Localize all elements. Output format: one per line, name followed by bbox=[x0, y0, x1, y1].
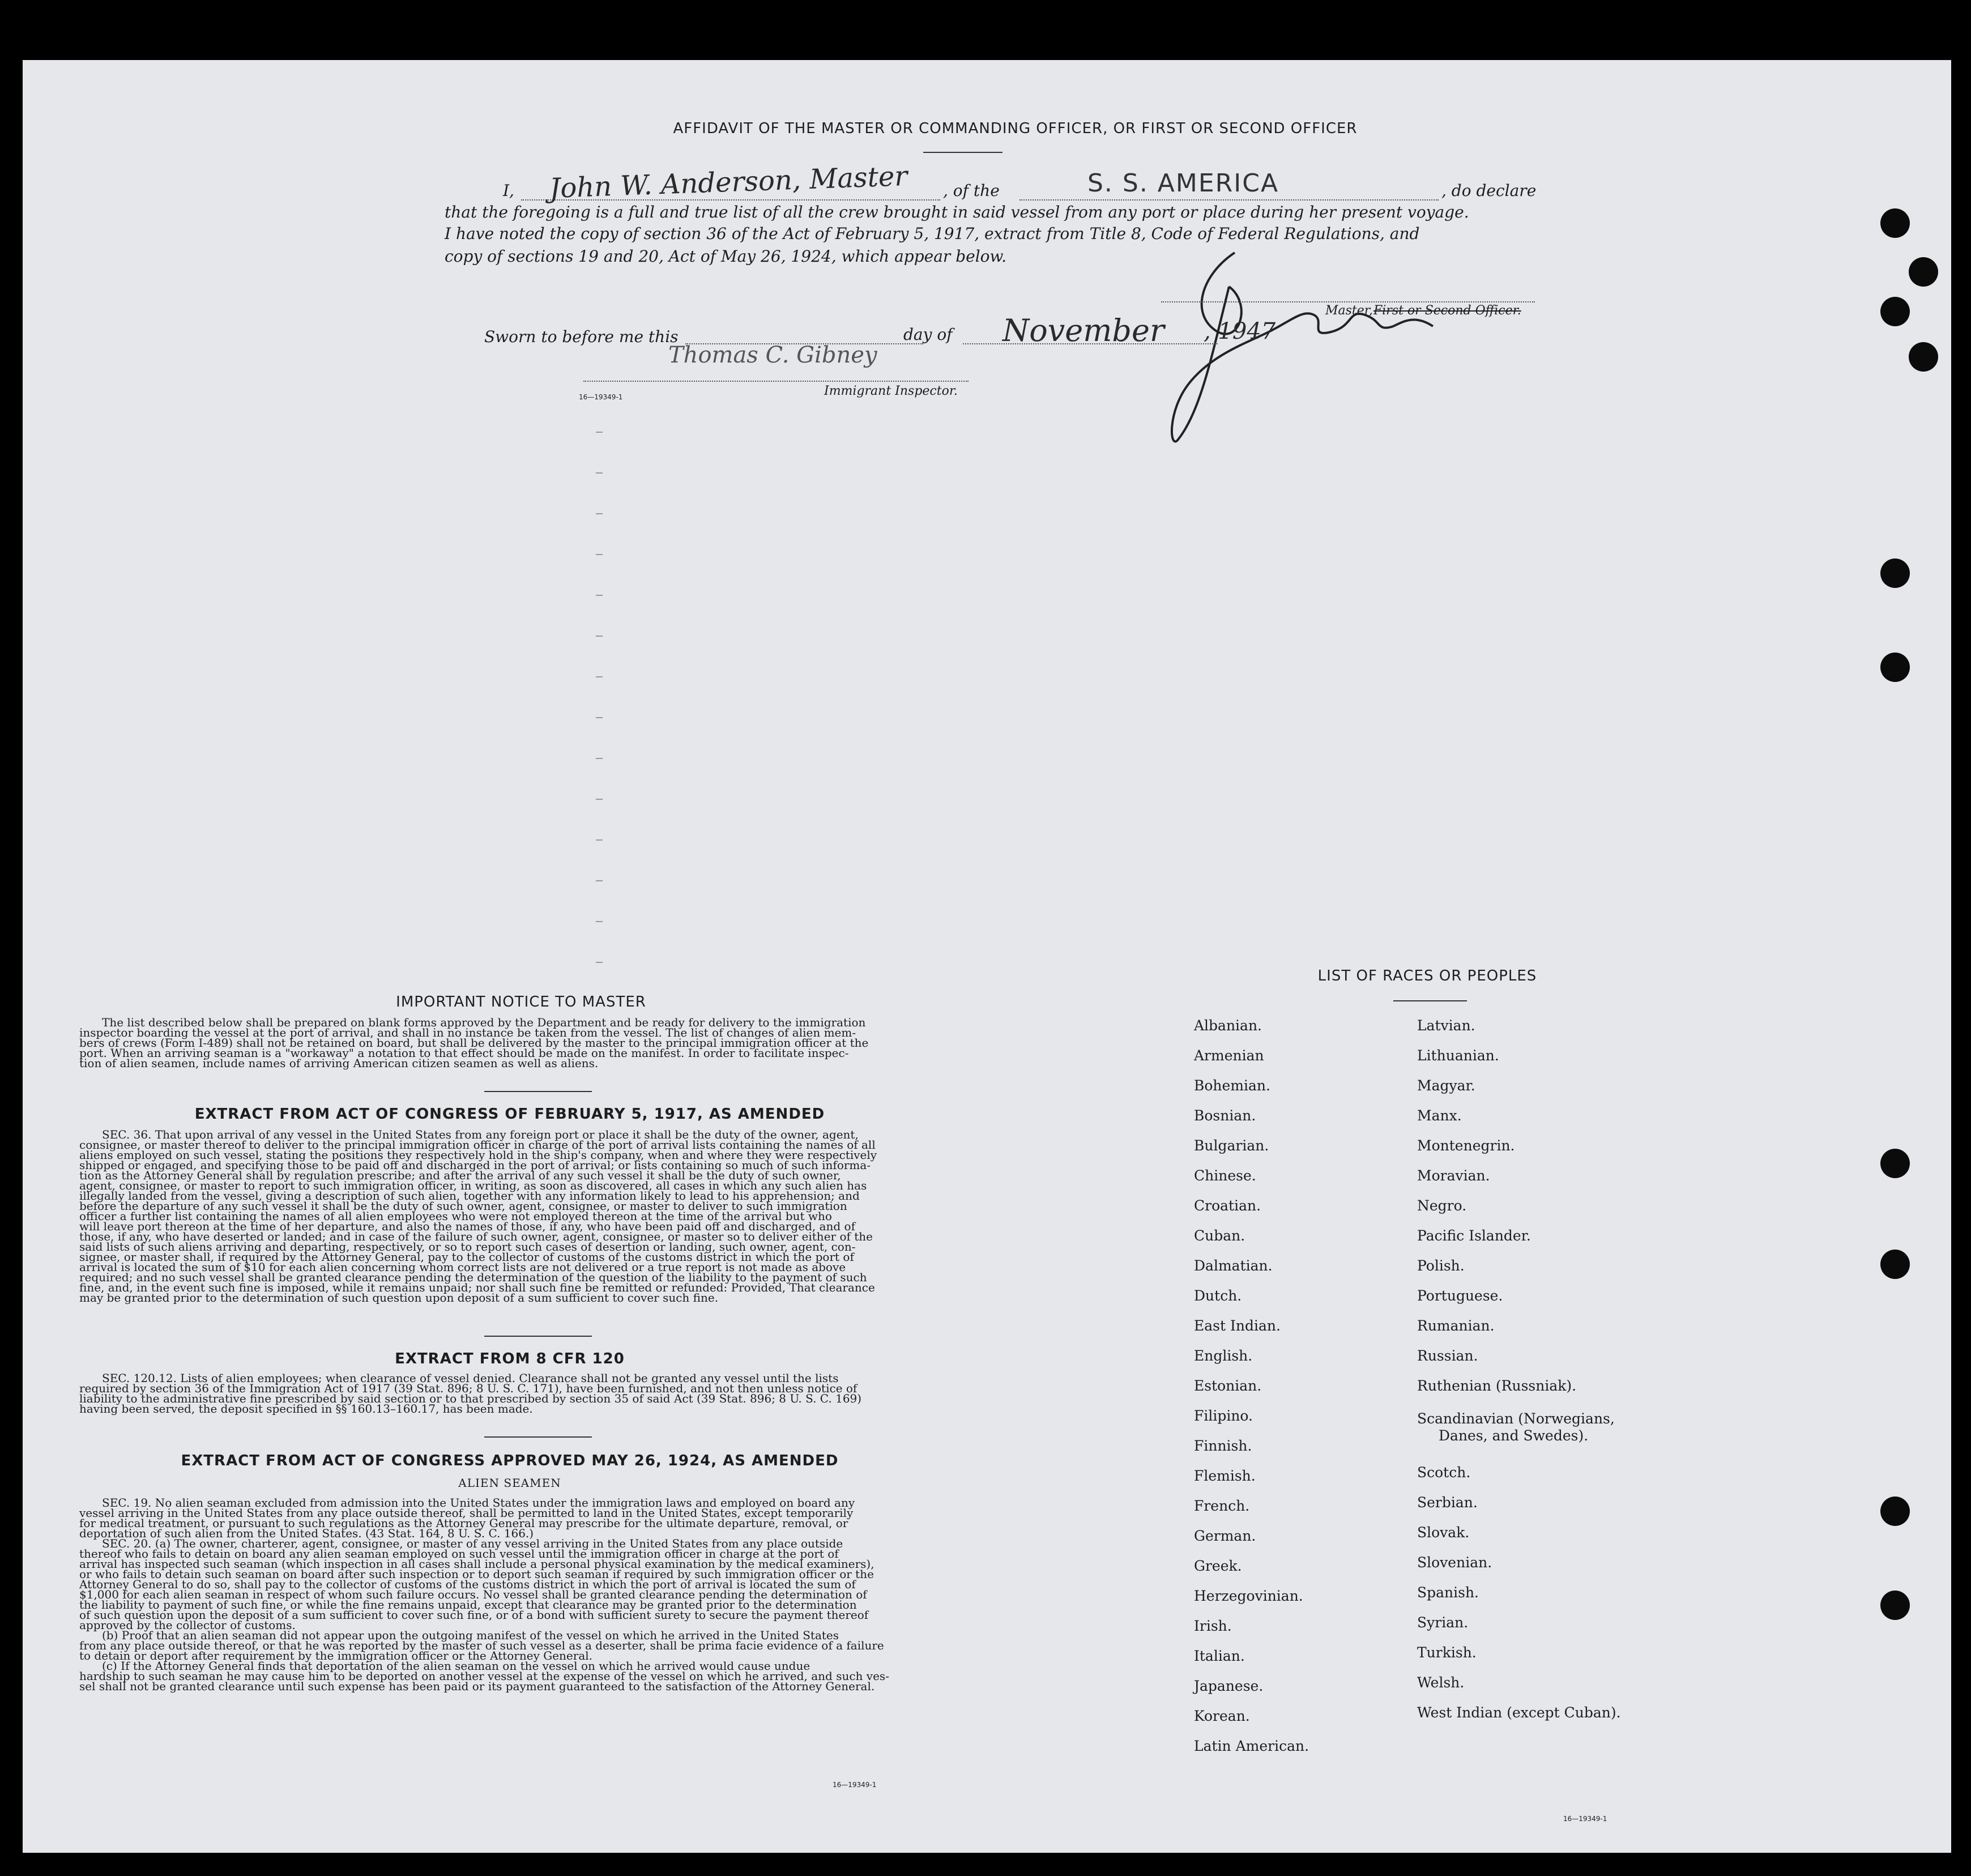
race-item: Rumanian. bbox=[1417, 1318, 1495, 1334]
race-item: French. bbox=[1194, 1498, 1250, 1514]
race-item: Scotch. bbox=[1417, 1464, 1471, 1481]
text-line: arrival is located the sum of $10 for each alien concerning whom correct lists are not delivered or a true report is not made as above bbox=[79, 1260, 846, 1274]
text-line: of such question upon the deposit of a sum sufficient to cover such fine, or of a bond with sufficient surety to secure the payment thereof bbox=[79, 1608, 869, 1622]
race-item: Finnish. bbox=[1194, 1438, 1252, 1454]
race-item: Turkish. bbox=[1417, 1644, 1477, 1661]
race-item: Slovenian. bbox=[1417, 1554, 1492, 1571]
race-item: Danes, and Swedes). bbox=[1439, 1427, 1589, 1444]
text-line: liability to the administrative fine prescribed by said section or to that prescribed by section 35 of said Act (39 Stat. 896; 8 U. S. C. 169) bbox=[79, 1392, 862, 1405]
master-name-handwritten: John W. Anderson, Master bbox=[549, 160, 908, 205]
race-item: Korean. bbox=[1194, 1708, 1250, 1724]
affidavit-line1-prefix: I, bbox=[503, 181, 514, 200]
alien-seamen-subtitle: ALIEN SEAMEN bbox=[458, 1476, 561, 1490]
binder-hole bbox=[1880, 297, 1910, 326]
text-line: having been served, the deposit specified in §§ 160.13–160.17, has been made. bbox=[79, 1402, 533, 1415]
race-item: Latvian. bbox=[1417, 1017, 1475, 1034]
sworn-label: Sworn to before me this bbox=[484, 327, 679, 346]
text-line: SEC. 19. No alien seaman excluded from admission into the United States under the immigration laws and employed on board any bbox=[102, 1496, 855, 1510]
sworn-month: November bbox=[1002, 313, 1164, 348]
extract-1917-title: EXTRACT FROM ACT OF CONGRESS OF FEBRUARY 5, 1917, AS AMENDED bbox=[194, 1106, 825, 1123]
text-line: vessel arriving in the United States from any place outside thereof, shall be permitted to land in the United States, except temporarily bbox=[79, 1506, 854, 1520]
inspector-signature: Thomas C. Gibney bbox=[668, 342, 877, 368]
text-line: tion as the Attorney General shall by regulation prescribe; and after the arrival of any such vessel it shall be the duty of such owner, bbox=[79, 1169, 841, 1182]
binder-hole bbox=[1909, 342, 1938, 372]
master-signature bbox=[1167, 241, 1473, 457]
race-item: Serbian. bbox=[1417, 1494, 1478, 1511]
sworn-year: , 1947 bbox=[1204, 318, 1276, 344]
text-line: those, if any, who have deserted or landed; and in case of the failure of such owner, agent, consignee, or master so to deliver either of the bbox=[79, 1230, 873, 1243]
text-line: arrival has inspected such seaman (which inspection in all cases shall include a personal physical examination by the medical examiners), bbox=[79, 1557, 874, 1571]
race-item: Armenian bbox=[1194, 1047, 1264, 1064]
text-line: SEC. 20. (a) The owner, charterer, agent, consignee, or master of any vessel arriving in the United States from any place outside bbox=[102, 1537, 843, 1550]
race-item: Russian. bbox=[1417, 1348, 1478, 1364]
binder-hole bbox=[1880, 1591, 1910, 1620]
race-item: German. bbox=[1194, 1528, 1256, 1544]
affidavit-form-number: 16—19349-1 bbox=[579, 393, 623, 401]
text-line: officer a further list containing the names of all alien employees who were not employed thereon at the time of the arrival but who bbox=[79, 1209, 832, 1223]
race-item: Slovak. bbox=[1417, 1524, 1470, 1541]
affidavit-line4: copy of sections 19 and 20, Act of May 26, 1924, which appear below. bbox=[445, 247, 1007, 266]
do-declare-label: , do declare bbox=[1441, 181, 1537, 200]
text-line: the liability to payment of such fine, or while the fine remains unpaid, except that clearance may be granted prior to the determination bbox=[79, 1598, 857, 1611]
extract-cfr-body bbox=[79, 1373, 940, 1414]
extract-cfr-title: EXTRACT FROM 8 CFR 120 bbox=[395, 1350, 625, 1367]
vessel-name: S. S. AMERICA bbox=[1087, 169, 1279, 198]
race-item: Albanian. bbox=[1194, 1017, 1262, 1034]
race-item: Croatian. bbox=[1194, 1197, 1261, 1214]
affidavit-line3: I have noted the copy of section 36 of the Act of February 5, 1917, extract from Title 8, Code of Federal Regulations, and bbox=[445, 224, 1420, 243]
text-line: approved by the collector of customs. bbox=[79, 1618, 296, 1632]
race-item: Dalmatian. bbox=[1194, 1257, 1273, 1274]
race-item: Magyar. bbox=[1417, 1077, 1475, 1094]
text-line: fine, and, in the event such fine is imposed, while it remains unpaid; nor shall such fine be remitted or refunded: Provided, That clearance bbox=[79, 1281, 875, 1294]
text-line: for medical treatment, or pursuant to such regulations as the Attorney General may prescribe for the ultimate departure, removal, or bbox=[79, 1516, 848, 1530]
race-item: East Indian. bbox=[1194, 1318, 1281, 1334]
affidavit-title: AFFIDAVIT OF THE MASTER OR COMMANDING OFFICER, OR FIRST OR SECOND OFFICER bbox=[673, 120, 1358, 137]
text-line: shipped or engaged, and specifying those to be paid off and discharged in the port of arrival; or lists containing so much of such informa- bbox=[79, 1158, 871, 1172]
race-item: Irish. bbox=[1194, 1618, 1232, 1634]
inspector-title: Immigrant Inspector. bbox=[824, 384, 958, 398]
races-title: LIST OF RACES OR PEOPLES bbox=[1317, 967, 1537, 984]
race-item: Portuguese. bbox=[1417, 1287, 1503, 1304]
race-item: Flemish. bbox=[1194, 1468, 1256, 1484]
notice-line: The list described below shall be prepared on blank forms approved by the Department and be ready for delivery to the immigration bbox=[102, 1016, 866, 1029]
text-line: hardship to such seaman he may cause him to be deported on another vessel at the expense of the vessel on which he arrived, and such ves- bbox=[79, 1669, 889, 1683]
text-line: SEC. 36. That upon arrival of any vessel in the United States from any foreign port or place it shall be the duty of the owner, agent, bbox=[102, 1128, 859, 1141]
of-the-label: , of the bbox=[943, 181, 1000, 200]
race-item: Manx. bbox=[1417, 1107, 1462, 1124]
binder-hole bbox=[1880, 1250, 1910, 1279]
notice-body bbox=[79, 1017, 940, 1068]
race-item: Syrian. bbox=[1417, 1614, 1469, 1631]
race-item: Negro. bbox=[1417, 1197, 1467, 1214]
race-item: Scandinavian (Norwegians, bbox=[1417, 1410, 1615, 1427]
document-sheet bbox=[23, 60, 1951, 1853]
race-item: Welsh. bbox=[1417, 1674, 1465, 1691]
text-line: to detain or deport after requirement by the immigration officer or the Attorney General. bbox=[79, 1649, 593, 1662]
text-line: required; and no such vessel shall be granted clearance pending the determination of the question of the liability to the payment of such bbox=[79, 1270, 867, 1284]
notice-line: port. When an arriving seaman is a "workaway" a notation to that effect should be made on the manifest. In order to facilitate inspec- bbox=[79, 1046, 849, 1060]
text-line: may be granted prior to the determination of such question upon deposit of a sum sufficient to cover such fine. bbox=[79, 1291, 719, 1304]
race-item: Bosnian. bbox=[1194, 1107, 1256, 1124]
day-of-label: day of bbox=[903, 325, 953, 344]
text-line: or who fails to detain such seaman on board after such inspection or to deport such seaman if required by such immigration officer or the bbox=[79, 1567, 874, 1581]
race-item: English. bbox=[1194, 1348, 1253, 1364]
race-item: Japanese. bbox=[1194, 1678, 1264, 1694]
text-line: said lists of such aliens arriving and departing, respectively, or so to report such cases of desertion or landing, such owner, agent, con- bbox=[79, 1240, 856, 1253]
signer-title-officer: First or Second Officer. bbox=[1373, 304, 1521, 318]
text-line: (c) If the Attorney General finds that deportation of the alien seaman on the vessel on which he arrived would cause undue bbox=[102, 1659, 810, 1673]
text-line: signee, or master shall, if required by the Attorney General, pay to the collector of customs of the customs district in which the port of bbox=[79, 1250, 854, 1264]
race-item: Polish. bbox=[1417, 1257, 1465, 1274]
text-line: deportation of such alien from the United States. (43 Stat. 164, 8 U. S. C. 166.) bbox=[79, 1527, 534, 1540]
text-line: illegally landed from the vessel, giving a description of such alien, together with any information likely to lead to his apprehension; and bbox=[79, 1189, 860, 1203]
race-item: Ruthenian (Russniak). bbox=[1417, 1378, 1577, 1394]
text-line: required by section 36 of the Immigration Act of 1917 (39 Stat. 896; 8 U. S. C. 171), have been furnished, and not then unless notice of bbox=[79, 1382, 857, 1395]
text-line: before the departure of any such vessel it shall be the duty of such owner, agent, consignee, or master to deliver to such immigration bbox=[79, 1199, 847, 1213]
binder-hole bbox=[1880, 558, 1910, 588]
race-item: Moravian. bbox=[1417, 1167, 1490, 1184]
races-form-number: 16—19349-1 bbox=[1563, 1815, 1607, 1823]
race-item: Herzegovinian. bbox=[1194, 1588, 1303, 1604]
race-item: Latin American. bbox=[1194, 1738, 1309, 1754]
text-line: $1,000 for each alien seaman in respect of whom such failure occurs. No vessel shall be granted clearance pending the determination of bbox=[79, 1588, 867, 1601]
race-item: Cuban. bbox=[1194, 1227, 1245, 1244]
extract-form-number: 16—19349-1 bbox=[833, 1781, 877, 1789]
text-line: thereof who fails to detain on board any alien seaman employed on such vessel until the immigration officer in charge at the port of bbox=[79, 1547, 839, 1561]
race-item: Greek. bbox=[1194, 1558, 1242, 1574]
race-item: Italian. bbox=[1194, 1648, 1245, 1664]
race-item: Filipino. bbox=[1194, 1408, 1253, 1424]
text-line: SEC. 120.12. Lists of alien employees; when clearance of vessel denied. Clearance shall not be granted any vessel until the lists bbox=[102, 1371, 839, 1385]
binder-hole bbox=[1880, 208, 1910, 238]
binder-hole bbox=[1880, 653, 1910, 682]
race-item: Bulgarian. bbox=[1194, 1137, 1269, 1154]
race-item: Chinese. bbox=[1194, 1167, 1256, 1184]
race-item: Bohemian. bbox=[1194, 1077, 1270, 1094]
binder-hole bbox=[1880, 1149, 1910, 1178]
text-line: aliens employed on such vessel, stating the positions they respectively hold in the ship's company, when and where they were respectively bbox=[79, 1148, 877, 1162]
notice-line: tion of alien seamen, include names of arriving American citizen seamen as well as aliens. bbox=[79, 1056, 599, 1070]
binder-hole bbox=[1909, 257, 1938, 287]
text-line: (b) Proof that an alien seaman did not appear upon the outgoing manifest of the vessel on which he arrived in the United States bbox=[102, 1628, 839, 1642]
notice-line: bers of crews (Form I-489) shall not be retained on board, but shall be delivered by the master to the principal immigration officer at the bbox=[79, 1036, 869, 1050]
race-item: Dutch. bbox=[1194, 1287, 1242, 1304]
race-item: Pacific Islander. bbox=[1417, 1227, 1531, 1244]
text-line: sel shall not be granted clearance until such expense has been paid or its payment guaranteed to the satisfaction of the Attorney General. bbox=[79, 1679, 875, 1693]
extract-1924-title: EXTRACT FROM ACT OF CONGRESS APPROVED MAY 26, 1924, AS AMENDED bbox=[181, 1452, 839, 1469]
affidavit-line2: that the foregoing is a full and true list of all the crew brought in said vessel from any port or place during her present voyage. bbox=[445, 203, 1469, 221]
notice-line: inspector boarding the vessel at the port of arrival, and shall in no instance be taken from the vessel. The list of changes of alien mem- bbox=[79, 1026, 856, 1039]
text-line: consignee, or master thereof to deliver to the principal immigration officer in charge of the port of arrival lists containing the names of all bbox=[79, 1138, 876, 1152]
text-line: agent, consignee, or master to report to such immigration officer, in writing, as soon as discovered, all cases in which any such alien has bbox=[79, 1179, 867, 1192]
race-item: Spanish. bbox=[1417, 1584, 1479, 1601]
extract-1924-body bbox=[79, 1498, 940, 1691]
notice-title: IMPORTANT NOTICE TO MASTER bbox=[396, 994, 646, 1011]
text-line: from any place outside thereof, or that he was reported by the master of such vessel as a deserter, shall be prima facie evidence of a failure bbox=[79, 1639, 884, 1652]
text-line: Attorney General to do so, shall pay to the collector of customs of the customs district in which the port of arrival is located the sum of bbox=[79, 1577, 856, 1591]
title-rule bbox=[923, 152, 1002, 153]
race-item: West Indian (except Cuban). bbox=[1417, 1704, 1621, 1721]
signer-title-master: Master, bbox=[1325, 304, 1373, 318]
race-item: Montenegrin. bbox=[1417, 1137, 1515, 1154]
binder-hole bbox=[1880, 1496, 1910, 1526]
extract-1917-body bbox=[79, 1129, 940, 1303]
race-item: Lithuanian. bbox=[1417, 1047, 1499, 1064]
race-item: Estonian. bbox=[1194, 1378, 1262, 1394]
text-line: will leave port thereon at the time of her departure, and also the names of those, if any, who have been paid off and discharged, and of bbox=[79, 1220, 855, 1233]
